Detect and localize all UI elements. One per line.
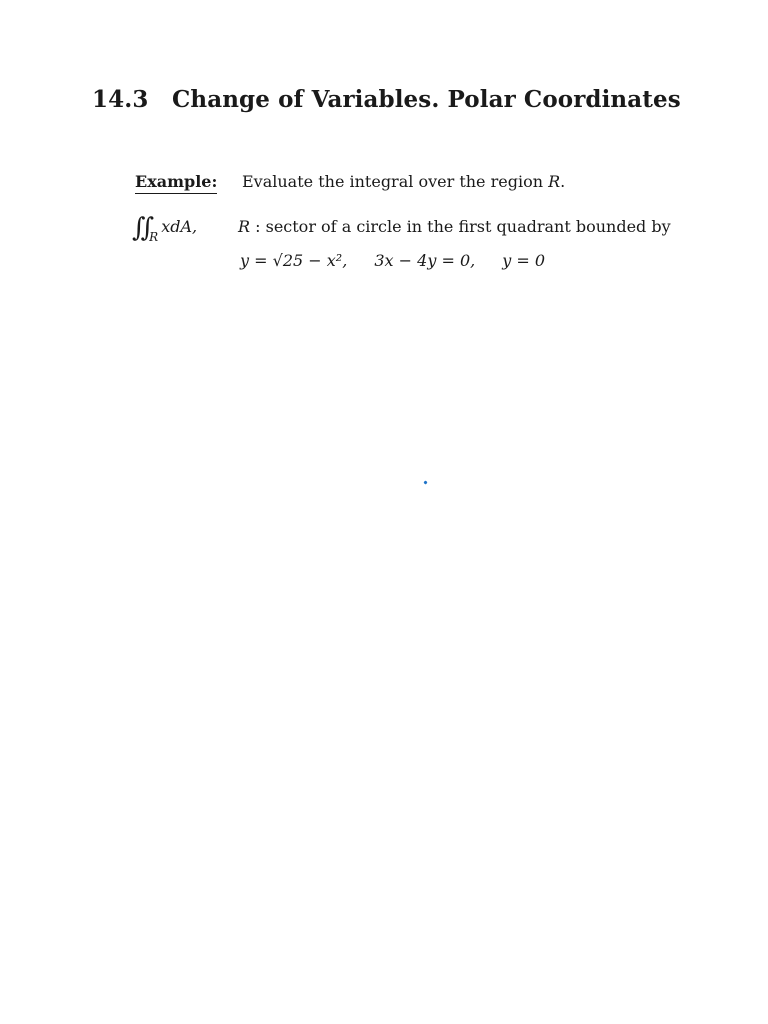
prompt-period: . — [560, 172, 566, 191]
prompt-region-var: R — [548, 172, 561, 191]
integrand: xdA, — [161, 217, 198, 236]
section-number: 14.3 — [92, 86, 149, 113]
section-title: Change of Variables. Polar Coordinates — [172, 86, 681, 113]
double-integral — [132, 212, 197, 252]
double-integral-symbol: ∬ — [132, 213, 148, 243]
section-heading — [92, 86, 681, 113]
bound-axis: y = 0 — [502, 251, 546, 270]
integral-subscript: R — [149, 230, 159, 244]
prompt-text: Evaluate the integral over the region — [242, 172, 549, 191]
stray-ink-mark — [423, 480, 427, 484]
example-prompt — [242, 172, 565, 192]
bound-curve: y = √25 − x², — [240, 251, 353, 270]
region-var: R — [238, 217, 251, 236]
region-bounds — [240, 250, 545, 272]
example-label: Example: — [135, 172, 217, 194]
region-text: : sector of a circle in the first quadrant bounded by — [250, 217, 671, 236]
bound-line: 3x − 4y = 0, — [374, 251, 481, 270]
region-description — [238, 216, 671, 238]
